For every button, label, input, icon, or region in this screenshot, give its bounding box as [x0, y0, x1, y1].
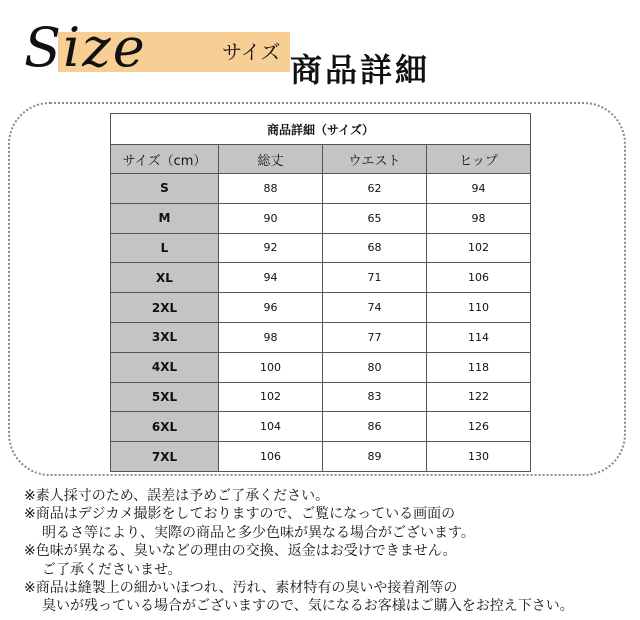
hip-cell: 110 — [427, 293, 531, 323]
hip-cell: 106 — [427, 263, 531, 293]
note-line: 明るさ等により、実際の商品と多少色味が異なる場合がございます。 — [42, 524, 475, 541]
note-line: ※素人採寸のため、誤差は予めご了承ください。 — [24, 488, 330, 504]
size-cell: 6XL — [111, 412, 219, 442]
page-title: 商品詳細 — [290, 51, 431, 89]
hip-cell: 102 — [427, 233, 531, 263]
waist-cell: 71 — [323, 263, 427, 293]
waist-cell: 68 — [323, 233, 427, 263]
hip-cell: 94 — [427, 174, 531, 204]
length-cell: 96 — [219, 293, 323, 323]
waist-cell: 83 — [323, 382, 427, 412]
size-cell: 3XL — [111, 322, 219, 352]
waist-cell: 62 — [323, 174, 427, 204]
note-line: ご了承くださいませ。 — [42, 561, 182, 578]
size-script-heading: Size — [24, 16, 147, 79]
size-cell: XL — [111, 263, 219, 293]
table-row — [111, 382, 531, 412]
waist-cell: 65 — [323, 203, 427, 233]
waist-cell: 89 — [323, 442, 427, 472]
table-caption: 商品詳細（サイズ） — [111, 114, 531, 145]
hip-cell: 122 — [427, 382, 531, 412]
length-cell: 94 — [219, 263, 323, 293]
size-katakana-label: サイズ — [222, 40, 281, 64]
size-cell: 7XL — [111, 442, 219, 472]
size-cell: 5XL — [111, 382, 219, 412]
column-header-hip: ヒップ — [427, 145, 531, 174]
column-header-waist: ウエスト — [323, 145, 427, 174]
note-line: ※商品はデジカメ撮影をしておりますので、ご覧になっている画面の — [24, 506, 456, 523]
hip-cell: 98 — [427, 203, 531, 233]
hip-cell: 126 — [427, 412, 531, 442]
note-line: 臭いが残っている場合がございますので、気になるお客様はご購入をお控え下さい。 — [42, 598, 574, 615]
table-row — [111, 203, 531, 233]
notes-section — [24, 487, 634, 616]
length-cell: 98 — [219, 322, 323, 352]
hip-cell: 114 — [427, 322, 531, 352]
size-cell: S — [111, 174, 219, 204]
table-row — [111, 174, 531, 204]
length-cell: 92 — [219, 233, 323, 263]
length-cell: 90 — [219, 203, 323, 233]
length-cell: 104 — [219, 412, 323, 442]
table-row — [111, 233, 531, 263]
waist-cell: 77 — [323, 322, 427, 352]
waist-cell: 86 — [323, 412, 427, 442]
size-table — [110, 113, 531, 472]
hip-cell: 130 — [427, 442, 531, 472]
length-cell: 102 — [219, 382, 323, 412]
table-row — [111, 412, 531, 442]
table-row — [111, 322, 531, 352]
table-row — [111, 263, 531, 293]
waist-cell: 80 — [323, 352, 427, 382]
column-header-size: サイズ（cm） — [111, 145, 219, 174]
column-header-length: 総丈 — [219, 145, 323, 174]
note-line: ※色味が異なる、臭いなどの理由の交換、返金はお受けできません。 — [24, 543, 457, 560]
size-cell: M — [111, 203, 219, 233]
table-row — [111, 442, 531, 472]
table-row — [111, 293, 531, 323]
table-row — [111, 352, 531, 382]
table-caption-row — [111, 114, 531, 145]
length-cell: 88 — [219, 174, 323, 204]
hip-cell: 118 — [427, 352, 531, 382]
table-header-row — [111, 145, 531, 174]
note-line: ※商品は縫製上の細かいほつれ、汚れ、素材特有の臭いや接着剤等の — [24, 580, 458, 597]
length-cell: 106 — [219, 442, 323, 472]
waist-cell: 74 — [323, 293, 427, 323]
length-cell: 100 — [219, 352, 323, 382]
size-cell: 2XL — [111, 293, 219, 323]
size-cell: 4XL — [111, 352, 219, 382]
size-cell: L — [111, 233, 219, 263]
